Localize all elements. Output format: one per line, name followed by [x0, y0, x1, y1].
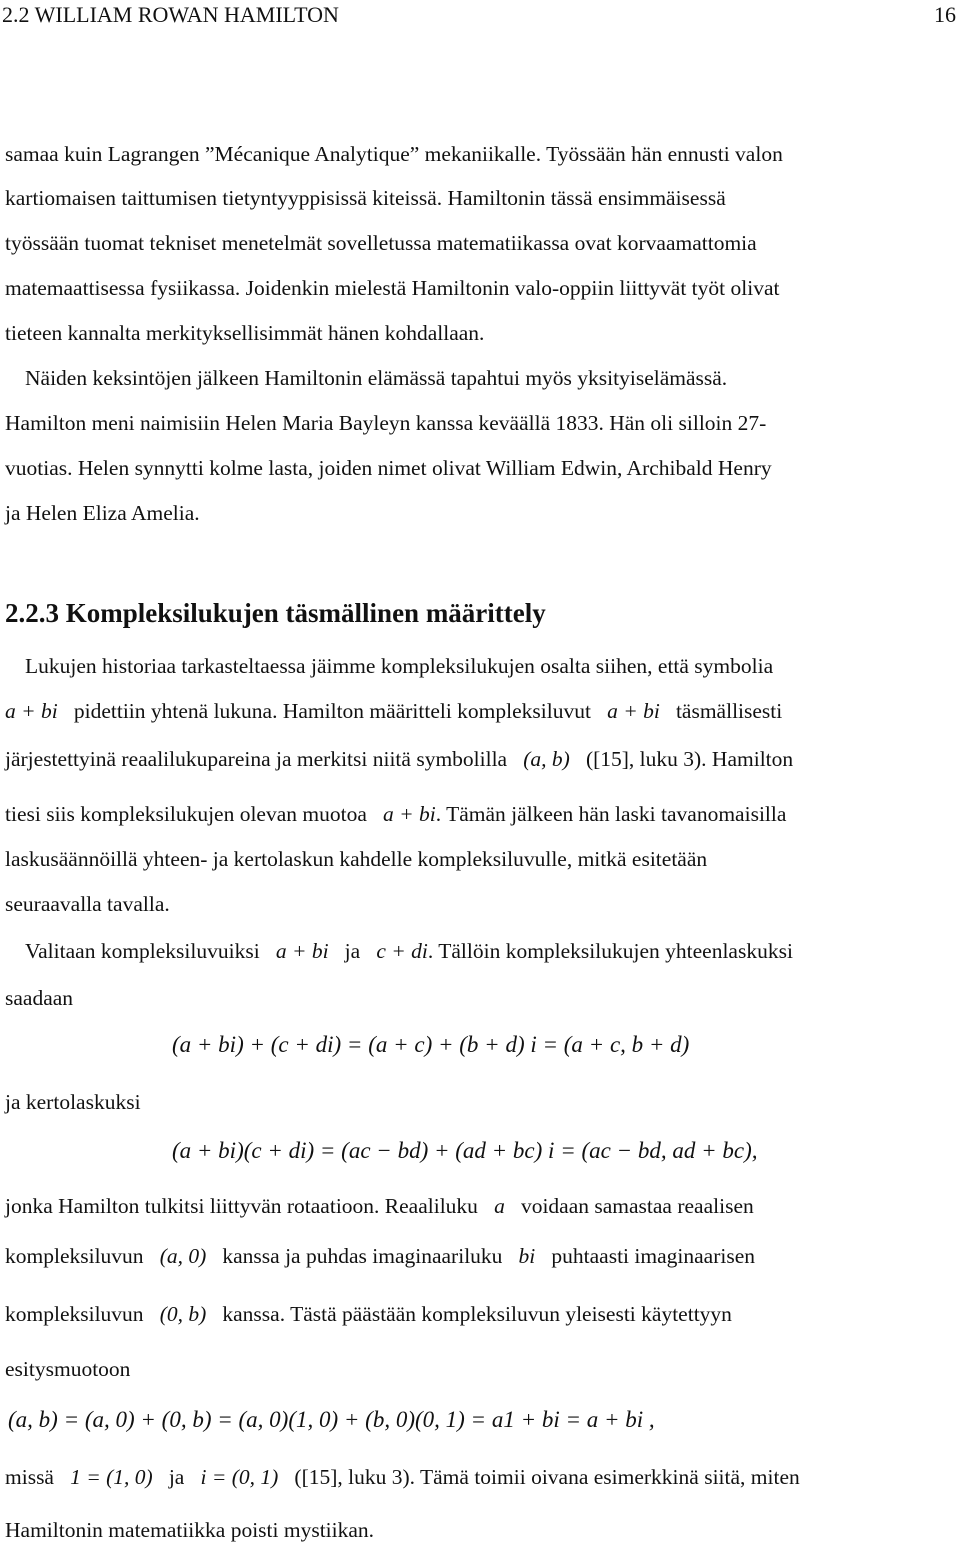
text-line: vuotias. Helen synnytti kolme lasta, joiden nimet olivat William Edwin, Archibald Henry [5, 456, 772, 480]
text-line: järjestettyinä reaalilukupareina ja merkitsi niitä symbolilla (a, b) ([15], luku 3). Hamilton [5, 747, 794, 771]
equation-product: (a + bi)(c + di) = (ac − bd) + (ad + bc) i = (ac − bd, ad + bc), [172, 1138, 758, 1163]
text-line: Hamiltonin matematiikka poisti mystiikan. [5, 1518, 375, 1542]
subsection-title: 2.2.3 Kompleksilukujen täsmällinen määrittely [5, 598, 546, 628]
text-line: ja kertolaskuksi [5, 1090, 141, 1114]
text-line: Valitaan kompleksiluvuiksi a + bi ja c + di. Tällöin kompleksilukujen yhteenlaskuksi [25, 939, 793, 963]
math-inline: a + bi [607, 699, 660, 723]
math-inline: bi [518, 1244, 536, 1268]
text-line: esitysmuotoon [5, 1357, 131, 1381]
math-inline: c + di [376, 939, 428, 963]
text-line: matemaattisessa fysiikassa. Joidenkin mielestä Hamiltonin valo-oppiin liittyvät työt olivat [5, 276, 780, 300]
text-line: samaa kuin Lagrangen ”Mécanique Analytique” mekaniikalle. Työssään hän ennusti valon [5, 142, 783, 166]
math-inline: a + bi [5, 699, 58, 723]
text-line: kompleksiluvun (a, 0) kanssa ja puhdas imaginaariluku bi puhtaasti imaginaarisen [5, 1244, 755, 1268]
math-inline: i = (0, 1) [200, 1465, 279, 1489]
math-inline: (a, b) [523, 747, 570, 771]
equation-sum: (a + bi) + (c + di) = (a + c) + (b + d) i = (a + c, b + d) [172, 1032, 690, 1057]
text-line: työssään tuomat tekniset menetelmät sovelletussa matematiikassa ovat korvaamattomia [5, 231, 757, 255]
text-line: jonka Hamilton tulkitsi liittyvän rotaatioon. Reaaliluku a voidaan samastaa reaalisen [5, 1194, 754, 1218]
math-inline: a [494, 1194, 505, 1218]
text-line: tiesi siis kompleksilukujen olevan muotoa a + bi. Tämän jälkeen hän laski tavanomaisilla [5, 802, 787, 826]
running-header [0, 2, 960, 28]
math-inline: (a, 0) [159, 1244, 207, 1268]
math-inline: a + bi [383, 802, 436, 826]
text-line: Näiden keksintöjen jälkeen Hamiltonin elämässä tapahtui myös yksityiselämässä. [25, 366, 728, 390]
text-line: missä 1 = (1, 0) ja i = (0, 1) ([15], luku 3). Tämä toimii oivana esimerkkinä siitä, miten [5, 1465, 800, 1489]
text-line: a + bi pidettiin yhtenä lukuna. Hamilton määritteli kompleksiluvut a + bi täsmällisesti [5, 699, 783, 723]
math-inline: 1 = (1, 0) [70, 1465, 153, 1489]
page-number: 16 [934, 2, 956, 27]
text-line: Lukujen historiaa tarkasteltaessa jäimme kompleksilukujen osalta siihen, että symbolia [25, 654, 774, 678]
text-line: kartiomaisen taittumisen tietyntyyppisissä kiteissä. Hamiltonin tässä ensimmäisessä [5, 186, 726, 210]
text-line: Hamilton meni naimisiin Helen Maria Bayleyn kanssa keväällä 1833. Hän oli silloin 27- [5, 411, 767, 435]
text-line: seuraavalla tavalla. [5, 892, 170, 916]
header-section-title: 2.2 WILLIAM ROWAN HAMILTON [2, 2, 339, 27]
text-line: saadaan [5, 986, 74, 1010]
math-inline: a + bi [275, 939, 329, 963]
text-line: kompleksiluvun (0, b) kanssa. Tästä päästään kompleksiluvun yleisesti käytettyyn [5, 1302, 732, 1326]
text-line: tieteen kannalta merkityksellisimmät hänen kohdallaan. [5, 321, 485, 345]
equation-representation: (a, b) = (a, 0) + (0, b) = (a, 0)(1, 0) + (b, 0)(0, 1) = a1 + bi = a + bi , [8, 1407, 655, 1432]
text-line: laskusäännöillä yhteen- ja kertolaskun kahdelle kompleksiluvulle, mitkä esitetään [5, 847, 708, 871]
math-inline: (0, b) [159, 1302, 207, 1326]
text-line: ja Helen Eliza Amelia. [5, 501, 200, 525]
